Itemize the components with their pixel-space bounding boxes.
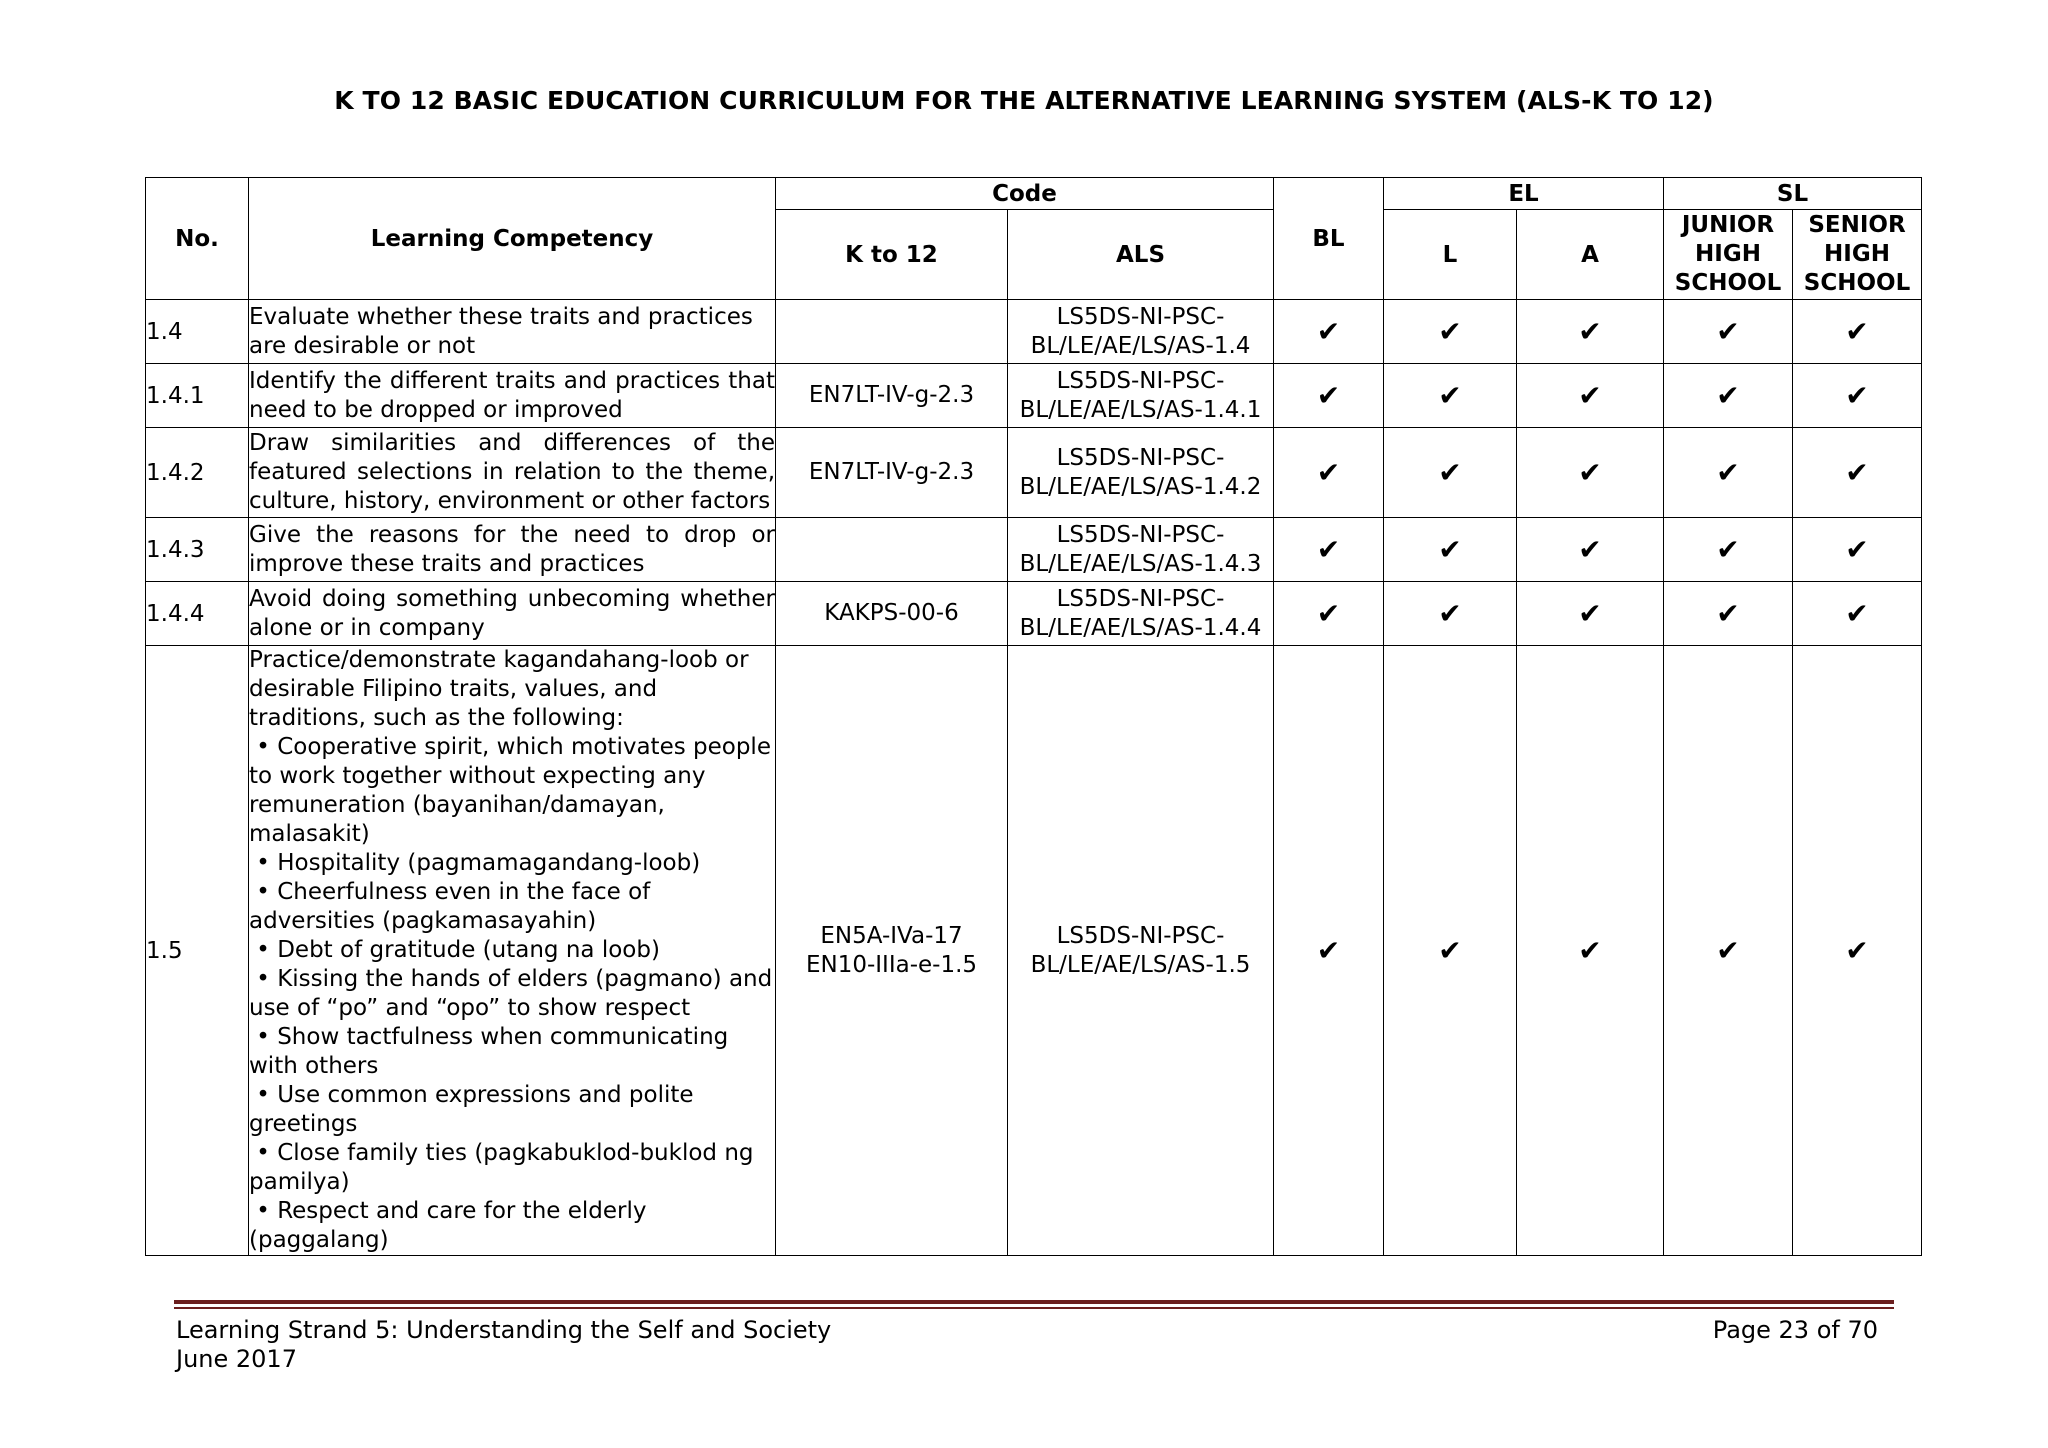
row-k12-code (776, 300, 1008, 364)
als-code-line2: BL/LE/AE/LS/AS-1.4.4 (1019, 614, 1262, 641)
header-no: No. (146, 178, 249, 300)
row-number: 1.5 (146, 646, 249, 1256)
als-code-line1: LS5DS-NI-PSC- (1056, 922, 1225, 949)
row-competency: Draw similarities and differences of the featured selections in relation to the theme, culture, history, environment or other factors (249, 428, 776, 518)
check-el-a: ✔ (1517, 646, 1664, 1256)
competency-intro: Practice/demonstrate kagandahang-loob or desirable Filipino traits, values, and traditions, such as the following: (249, 647, 749, 731)
row-number: 1.4.2 (146, 428, 249, 518)
list-item: • Kissing the hands of elders (pagmano) and use of “po” and “opo” to show respect (249, 966, 773, 1021)
check-el-a: ✔ (1517, 300, 1664, 364)
row-k12-code: KAKPS-00-6 (776, 582, 1008, 646)
header-senior-high: SENIOR HIGH SCHOOL (1793, 210, 1922, 300)
check-el-a: ✔ (1517, 518, 1664, 582)
check-bl: ✔ (1274, 582, 1384, 646)
table-row (146, 364, 1922, 428)
row-k12-code (776, 646, 1008, 1256)
als-code-line2: BL/LE/AE/LS/AS-1.4.2 (1019, 473, 1262, 500)
list-item-text: Cooperative spirit, which motivates people to work together without expecting any remuneration (bayanihan/damayan, malasakit) (249, 734, 771, 847)
check-el-l: ✔ (1384, 518, 1517, 582)
check-bl: ✔ (1274, 364, 1384, 428)
check-junior-high: ✔ (1664, 428, 1793, 518)
k12-code-line2: EN10-IIIa-e-1.5 (805, 951, 978, 978)
check-el-l: ✔ (1384, 364, 1517, 428)
row-competency: Avoid doing something unbecoming whether alone or in company (249, 582, 776, 646)
list-item: • Respect and care for the elderly (paggalang) (249, 1198, 647, 1253)
table-row (146, 300, 1922, 364)
row-als-code (1008, 364, 1274, 428)
list-item-text: Cheerfulness even in the face of adversities (pagkamasayahin) (249, 879, 651, 934)
header-bl: BL (1274, 178, 1384, 300)
als-code-line2: BL/LE/AE/LS/AS-1.4.3 (1019, 550, 1262, 577)
curriculum-table (145, 177, 1922, 1256)
als-code-line1: LS5DS-NI-PSC- (1056, 303, 1225, 330)
check-el-l: ✔ (1384, 300, 1517, 364)
table-row (146, 518, 1922, 582)
check-bl: ✔ (1274, 518, 1384, 582)
row-competency: Evaluate whether these traits and practices are desirable or not (249, 300, 776, 364)
check-junior-high: ✔ (1664, 300, 1793, 364)
als-code-line1: LS5DS-NI-PSC- (1056, 367, 1225, 394)
check-bl: ✔ (1274, 428, 1384, 518)
row-number: 1.4.4 (146, 582, 249, 646)
check-senior-high: ✔ (1793, 428, 1922, 518)
check-senior-high: ✔ (1793, 300, 1922, 364)
header-als: ALS (1008, 210, 1274, 300)
row-als-code (1008, 300, 1274, 364)
header-code: Code (776, 178, 1274, 210)
check-el-a: ✔ (1517, 428, 1664, 518)
footer-rule-thin (174, 1307, 1894, 1309)
footer-page-number: Page 23 of 70 (1712, 1316, 1878, 1344)
row-number: 1.4.3 (146, 518, 249, 582)
list-item: • Hospitality (pagmamagandang-loob) (249, 850, 701, 876)
check-junior-high: ✔ (1664, 582, 1793, 646)
row-competency: Give the reasons for the need to drop or improve these traits and practices (249, 518, 776, 582)
header-a: A (1517, 210, 1664, 300)
check-bl: ✔ (1274, 646, 1384, 1256)
check-el-l: ✔ (1384, 582, 1517, 646)
header-row-top (146, 178, 1922, 210)
check-senior-high: ✔ (1793, 646, 1922, 1256)
list-item-text: Show tactfulness when communicating with others (249, 1024, 729, 1079)
list-item-text: Kissing the hands of elders (pagmano) and use of “po” and “opo” to show respect (249, 966, 773, 1021)
list-item: • Show tactfulness when communicating with others (249, 1024, 729, 1079)
check-el-a: ✔ (1517, 364, 1664, 428)
footer-date: June 2017 (176, 1345, 297, 1373)
list-item: • Debt of gratitude (utang na loob) (249, 937, 660, 963)
check-bl: ✔ (1274, 300, 1384, 364)
row-number: 1.4.1 (146, 364, 249, 428)
row-k12-code (776, 518, 1008, 582)
row-competency (249, 646, 776, 1256)
row-als-code (1008, 582, 1274, 646)
footer-rule-thick (174, 1300, 1894, 1304)
header-junior-high: JUNIOR HIGH SCHOOL (1664, 210, 1793, 300)
document-title: K TO 12 BASIC EDUCATION CURRICULUM FOR THE ALTERNATIVE LEARNING SYSTEM (ALS-K TO 12) (334, 86, 1714, 115)
list-item: • Cooperative spirit, which motivates people to work together without expecting any remuneration (bayanihan/damayan, malasakit) (249, 734, 771, 847)
check-senior-high: ✔ (1793, 518, 1922, 582)
list-item: • Close family ties (pagkabuklod-buklod ng pamilya) (249, 1140, 754, 1195)
table-row (146, 646, 1922, 1256)
list-item-text: Use common expressions and polite greetings (249, 1082, 694, 1137)
trait-list (249, 733, 775, 1255)
als-code-line1: LS5DS-NI-PSC- (1056, 521, 1225, 548)
row-als-code (1008, 646, 1274, 1256)
table-row (146, 582, 1922, 646)
check-junior-high: ✔ (1664, 518, 1793, 582)
check-el-l: ✔ (1384, 428, 1517, 518)
list-item-text: Respect and care for the elderly (paggalang) (249, 1198, 647, 1253)
row-k12-code: EN7LT-IV-g-2.3 (776, 364, 1008, 428)
header-k12: K to 12 (776, 210, 1008, 300)
list-item: • Use common expressions and polite greetings (249, 1082, 694, 1137)
row-k12-code: EN7LT-IV-g-2.3 (776, 428, 1008, 518)
footer-strand: Learning Strand 5: Understanding the Self and Society (176, 1316, 832, 1344)
list-item-text: Debt of gratitude (utang na loob) (277, 937, 660, 963)
header-sl: SL (1664, 178, 1922, 210)
check-el-l: ✔ (1384, 646, 1517, 1256)
als-code-line2: BL/LE/AE/LS/AS-1.4.1 (1019, 396, 1262, 423)
als-code-line2: BL/LE/AE/LS/AS-1.5 (1030, 951, 1251, 978)
footer-left (176, 1316, 831, 1374)
list-item-text: Hospitality (pagmamagandang-loob) (277, 850, 701, 876)
als-code-line1: LS5DS-NI-PSC- (1056, 444, 1225, 471)
als-code-line2: BL/LE/AE/LS/AS-1.4 (1030, 332, 1251, 359)
row-competency: Identify the different traits and practices that need to be dropped or improved (249, 364, 776, 428)
check-junior-high: ✔ (1664, 646, 1793, 1256)
als-code-line1: LS5DS-NI-PSC- (1056, 585, 1225, 612)
check-senior-high: ✔ (1793, 364, 1922, 428)
row-als-code (1008, 518, 1274, 582)
table-row (146, 428, 1922, 518)
k12-code-line1: EN5A-IVa-17 (820, 922, 963, 949)
row-als-code (1008, 428, 1274, 518)
list-item-text: Close family ties (pagkabuklod-buklod ng pamilya) (249, 1140, 754, 1195)
check-el-a: ✔ (1517, 582, 1664, 646)
header-competency: Learning Competency (249, 178, 776, 300)
row-number: 1.4 (146, 300, 249, 364)
list-item: • Cheerfulness even in the face of adversities (pagkamasayahin) (249, 879, 651, 934)
check-junior-high: ✔ (1664, 364, 1793, 428)
header-l: L (1384, 210, 1517, 300)
header-el: EL (1384, 178, 1664, 210)
check-senior-high: ✔ (1793, 582, 1922, 646)
